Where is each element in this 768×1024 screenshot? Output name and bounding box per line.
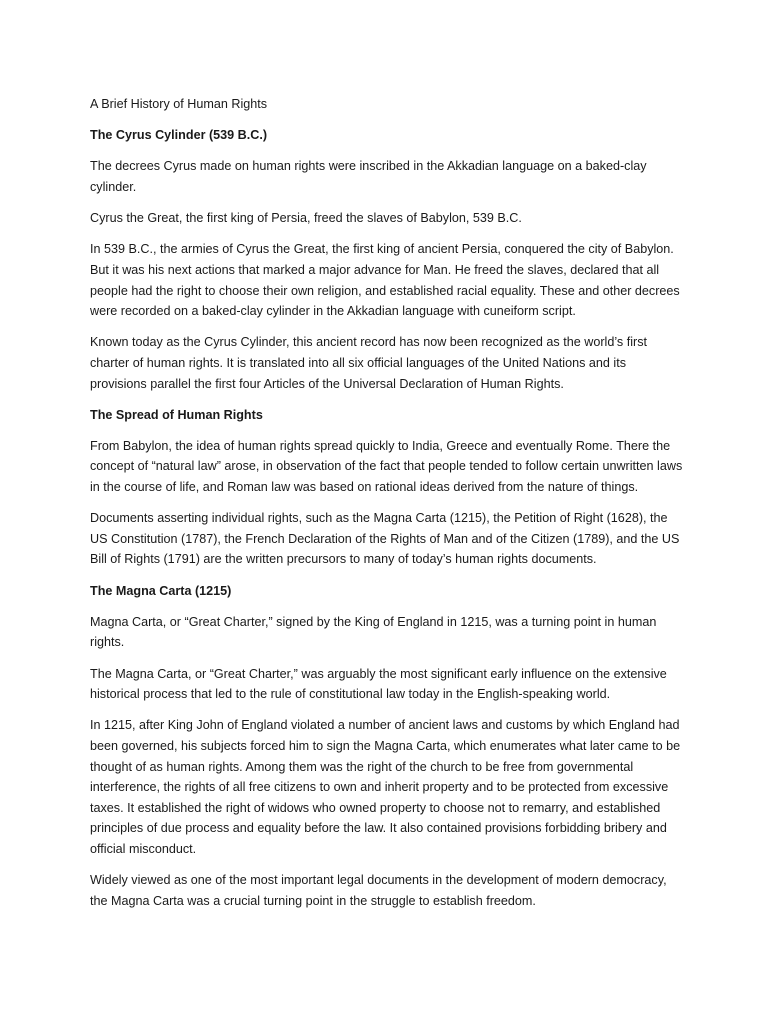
paragraph: In 539 B.C., the armies of Cyrus the Great, the first king of ancient Persia, conquered the city of Babylon. But it was his next actions that marked a major advance for Man. He freed the slaves, declared that all people had the right to choose their own religion, and established racial equality. These and other decrees were recorded on a baked-clay cylinder in the Akkadian language with cuneiform script. [90, 242, 680, 319]
paragraph: From Babylon, the idea of human rights spread quickly to India, Greece and eventually Rome. There the concept of “natural law” arose, in observation of the fact that people tended to follow certain unwritten laws in the course of life, and Roman law was based on rational ideas derived from the nature of things. [90, 438, 683, 495]
document-title: A Brief History of Human Rights [90, 97, 268, 111]
paragraph: Magna Carta, or “Great Charter,” signed by the King of England in 1215, was a turning point in human rights. [90, 614, 657, 650]
section-heading-cyrus-cylinder: The Cyrus Cylinder (539 B.C.) [90, 128, 268, 143]
paragraph: Documents asserting individual rights, such as the Magna Carta (1215), the Petition of Right (1628), the US Constitution (1787), the French Declaration of the Rights of Man and of the Citizen (1789), and the US Bill of Rights (1791) are the written precursors to many of today’s human rights documents. [90, 511, 680, 567]
paragraph: Widely viewed as one of the most important legal documents in the development of modern democracy, the Magna Carta was a crucial turning point in the struggle to establish freedom. [90, 873, 667, 908]
section-heading-magna-carta: The Magna Carta (1215) [90, 583, 232, 598]
paragraph: Known today as the Cyrus Cylinder, this ancient record has now been recognized as the world’s first charter of human rights. It is translated into all six official languages of the United Nations and its provisions parallel the first four Articles of the Universal Declaration of Human Rights. [90, 335, 647, 391]
document-body [90, 94, 686, 922]
section-heading-spread-of-human-rights: The Spread of Human Rights [90, 407, 263, 422]
paragraph: The Magna Carta, or “Great Charter,” was arguably the most significant early influence on the extensive historical process that led to the rule of constitutional law today in the English-speaking world. [90, 666, 667, 702]
paragraph: In 1215, after King John of England violated a number of ancient laws and customs by which England had been governed, his subjects forced him to sign the Magna Carta, which enumerates what later came to be thought of as human rights. Among them was the right of the church to be free from governmental interference, the rights of all free citizens to own and inherit property and to be protected from excessive taxes. It established the right of widows who owned property to choose not to remarry, and established principles of due process and equality before the law. It also contained provisions forbidding bribery and official misconduct. [90, 718, 681, 856]
paragraph: Cyrus the Great, the first king of Persia, freed the slaves of Babylon, 539 B.C. [90, 211, 522, 226]
paragraph: The decrees Cyrus made on human rights were inscribed in the Akkadian language on a baked-clay cylinder. [90, 159, 647, 194]
